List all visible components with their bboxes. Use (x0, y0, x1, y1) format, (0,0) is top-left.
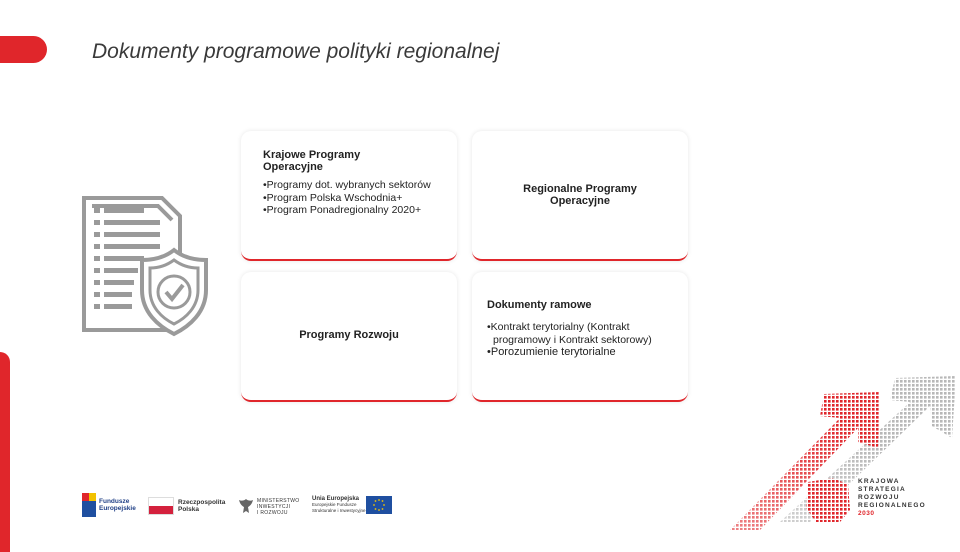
eu-flag-icon (366, 496, 392, 514)
polish-flag-icon (148, 497, 174, 515)
logo-text: I ROZWOJU (257, 510, 288, 516)
list-item: •Program Ponadregionalny 2020+ (263, 204, 422, 216)
card-list (487, 321, 685, 359)
accent-tab (0, 36, 47, 63)
card-title: Krajowe Programy Operacyjne (263, 149, 361, 173)
fundusze-flag-icon (82, 493, 96, 517)
card-programy-rozwoju (241, 272, 457, 402)
accent-side-bar (0, 352, 10, 552)
list-item: •Programy dot. wybranych sektorów (263, 179, 431, 191)
card-regionalne-programy (472, 131, 688, 261)
logo-unia-europejska (312, 494, 396, 518)
logo-ministerstwo (238, 495, 308, 517)
krr-logo-text (858, 478, 926, 518)
logo-fundusze-europejskie (82, 493, 142, 519)
logo-text: Europejskie Fundusze (312, 502, 357, 507)
card-title: Regionalne Programy Operacyjne (523, 183, 637, 207)
list-item: •Kontrakt terytorialny (Kontrakt programowy i Kontrakt sektorowy) (487, 321, 652, 346)
logo-text: KRAJOWA (858, 478, 900, 485)
list-item: •Program Polska Wschodnia+ (263, 191, 403, 204)
logo-text: STRATEGIA (858, 486, 906, 493)
logo-text: Strukturalne i Inwestycyjne (312, 508, 366, 513)
logo-text: REGIONALNEGO (858, 502, 926, 509)
card-dokumenty-ramowe (472, 272, 688, 402)
logo-year: 2030 (858, 510, 875, 517)
list-item: •Porozumienie terytorialne (487, 346, 616, 358)
card-krajowe-programy (241, 131, 457, 261)
logo-text: INWESTYCJI (257, 504, 291, 510)
document-shield-icon (80, 192, 212, 338)
logo-text: MINISTERSTWO (257, 498, 300, 504)
logo-text: Rzeczpospolita (178, 499, 226, 506)
logo-rzeczpospolita-polska (148, 495, 228, 517)
card-title: Programy Rozwoju (299, 329, 399, 341)
logo-text: Polska (178, 506, 199, 513)
page-title: Dokumenty programowe polityki regionalnej (92, 40, 500, 63)
eagle-emblem-icon (238, 497, 254, 515)
logo-text: Unia Europejska (312, 496, 360, 502)
card-title: Dokumenty ramowe (487, 299, 592, 311)
logo-text: ROZWOJU (858, 494, 900, 501)
logo-text: Europejskie (99, 505, 136, 512)
logo-text: Fundusze (99, 498, 130, 505)
card-list (263, 179, 453, 217)
